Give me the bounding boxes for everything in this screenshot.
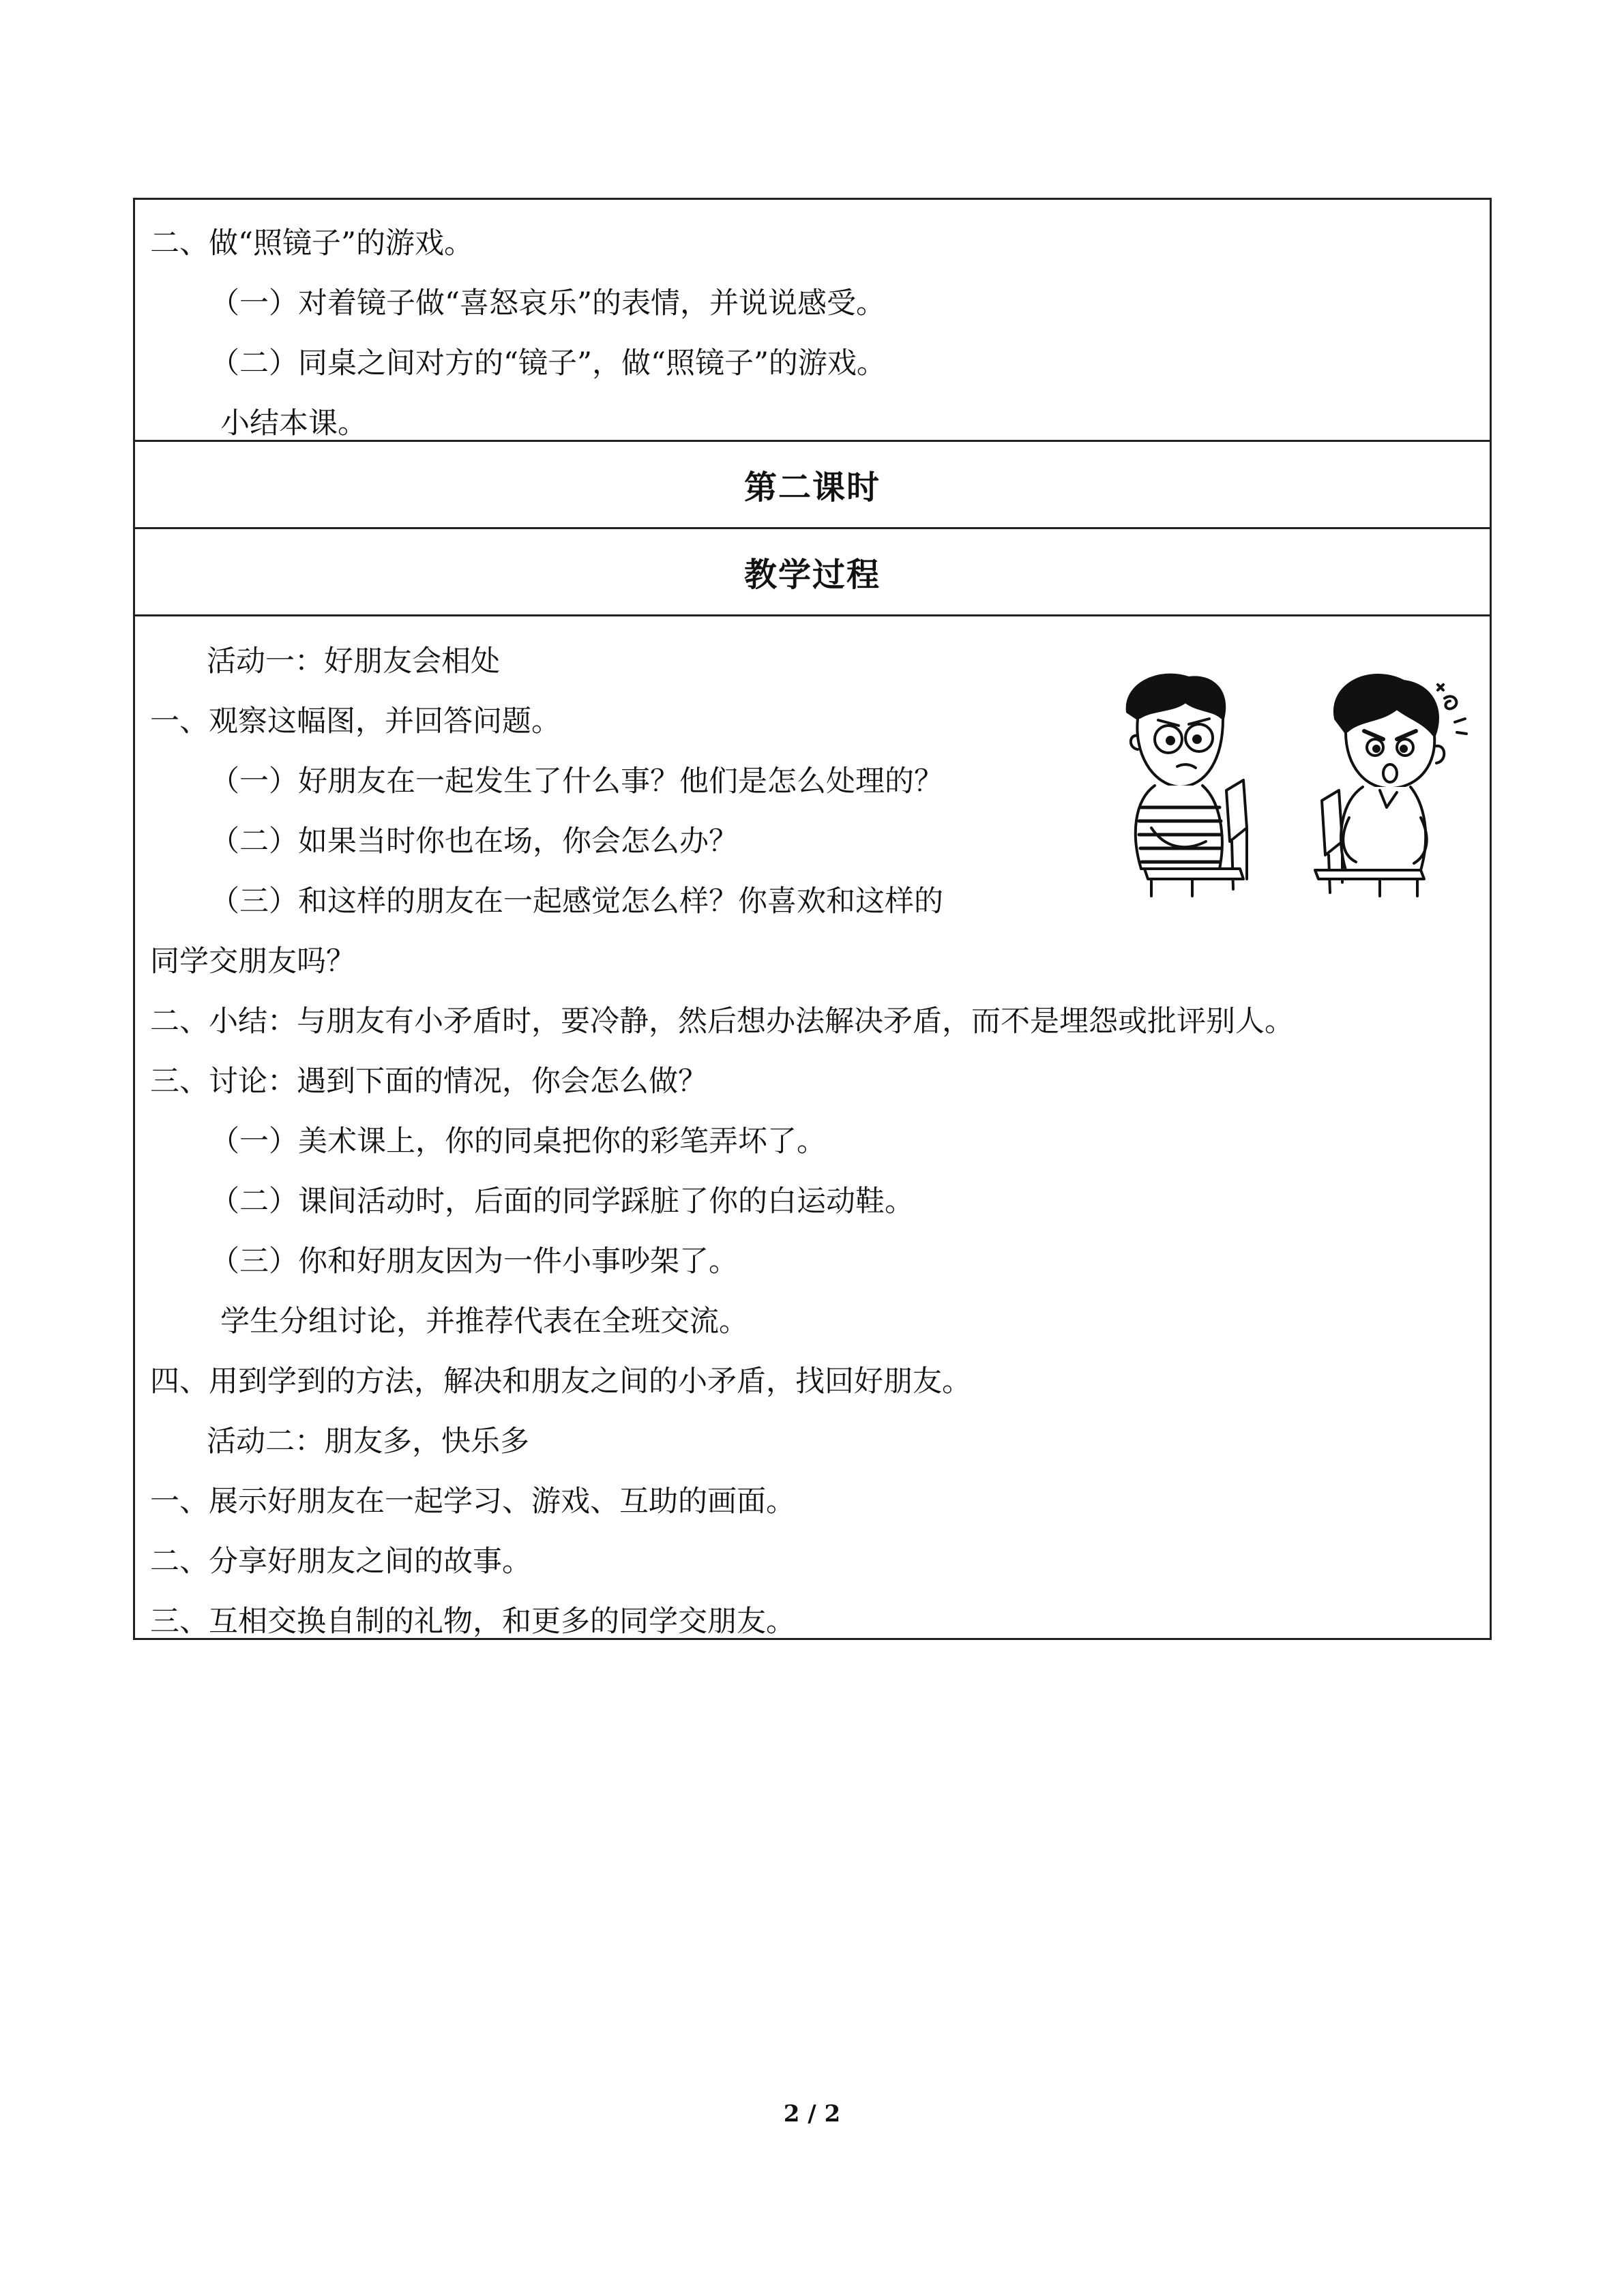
activity1-question-3b: 同学交朋友吗？ xyxy=(150,944,355,979)
activity2-step-3: 三、互相交换自制的礼物，和更多的同学交朋友。 xyxy=(150,1605,795,1639)
activity2-title: 活动二：朋友多，快乐多 xyxy=(207,1425,529,1459)
activity1-question-3a: （三）和这样的朋友在一起感觉怎么样？你喜欢和这样的 xyxy=(210,884,943,919)
activity1-question-intro: 一、观察这幅图，并回答问题。 xyxy=(150,704,561,739)
mirror-game-section xyxy=(135,200,1490,442)
activity1-group-discussion: 学生分组讨论，并推荐代表在全班交流。 xyxy=(220,1304,748,1339)
activity2-step-2: 二、分享好朋友之间的故事。 xyxy=(150,1545,531,1579)
activity1-apply: 四、用到学到的方法，解决和朋友之间的小矛盾，找回好朋友。 xyxy=(150,1365,971,1399)
activity2-step-1: 一、展示好朋友在一起学习、游戏、互助的画面。 xyxy=(150,1485,795,1519)
two-friends-illustration xyxy=(1110,671,1472,903)
teaching-process-section xyxy=(135,616,1490,1638)
activity1-question-1: （一）好朋友在一起发生了什么事？他们是怎么处理的？ xyxy=(210,764,943,799)
lesson-header-row xyxy=(135,442,1490,529)
activity1-summary: 二、小结：与朋友有小矛盾时，要冷静，然后想办法解决矛盾，而不是埋怨或批评别人。 xyxy=(150,1004,1294,1039)
process-header: 教学过程 xyxy=(743,556,881,594)
activity1-title: 活动一：好朋友会相处 xyxy=(207,644,500,679)
lesson-summary: 小结本课。 xyxy=(220,406,367,441)
activity1-discussion-3: （三）你和好朋友因为一件小事吵架了。 xyxy=(210,1244,738,1279)
page-number: 2 / 2 xyxy=(783,2100,841,2128)
activity1-discussion-1: （一）美术课上，你的同桌把你的彩笔弄坏了。 xyxy=(210,1124,826,1159)
activity1-discussion-2: （二）课间活动时，后面的同学踩脏了你的白运动鞋。 xyxy=(210,1184,914,1219)
mirror-game-step-2: （二）同桌之间对方的“镜子”，做“照镜子”的游戏。 xyxy=(210,346,886,381)
mirror-game-step-1: （一）对着镜子做“喜怒哀乐”的表情，并说说感受。 xyxy=(210,286,885,320)
lesson-plan-table xyxy=(133,198,1492,1640)
activity1-question-2: （二）如果当时你也在场，你会怎么办？ xyxy=(210,824,738,859)
process-header-row xyxy=(135,529,1490,616)
activity1-discussion: 三、讨论：遇到下面的情况，你会怎么做？ xyxy=(150,1064,707,1099)
mirror-game-title: 二、做“照镜子”的游戏。 xyxy=(150,226,473,260)
lesson-header: 第二课时 xyxy=(743,468,881,507)
